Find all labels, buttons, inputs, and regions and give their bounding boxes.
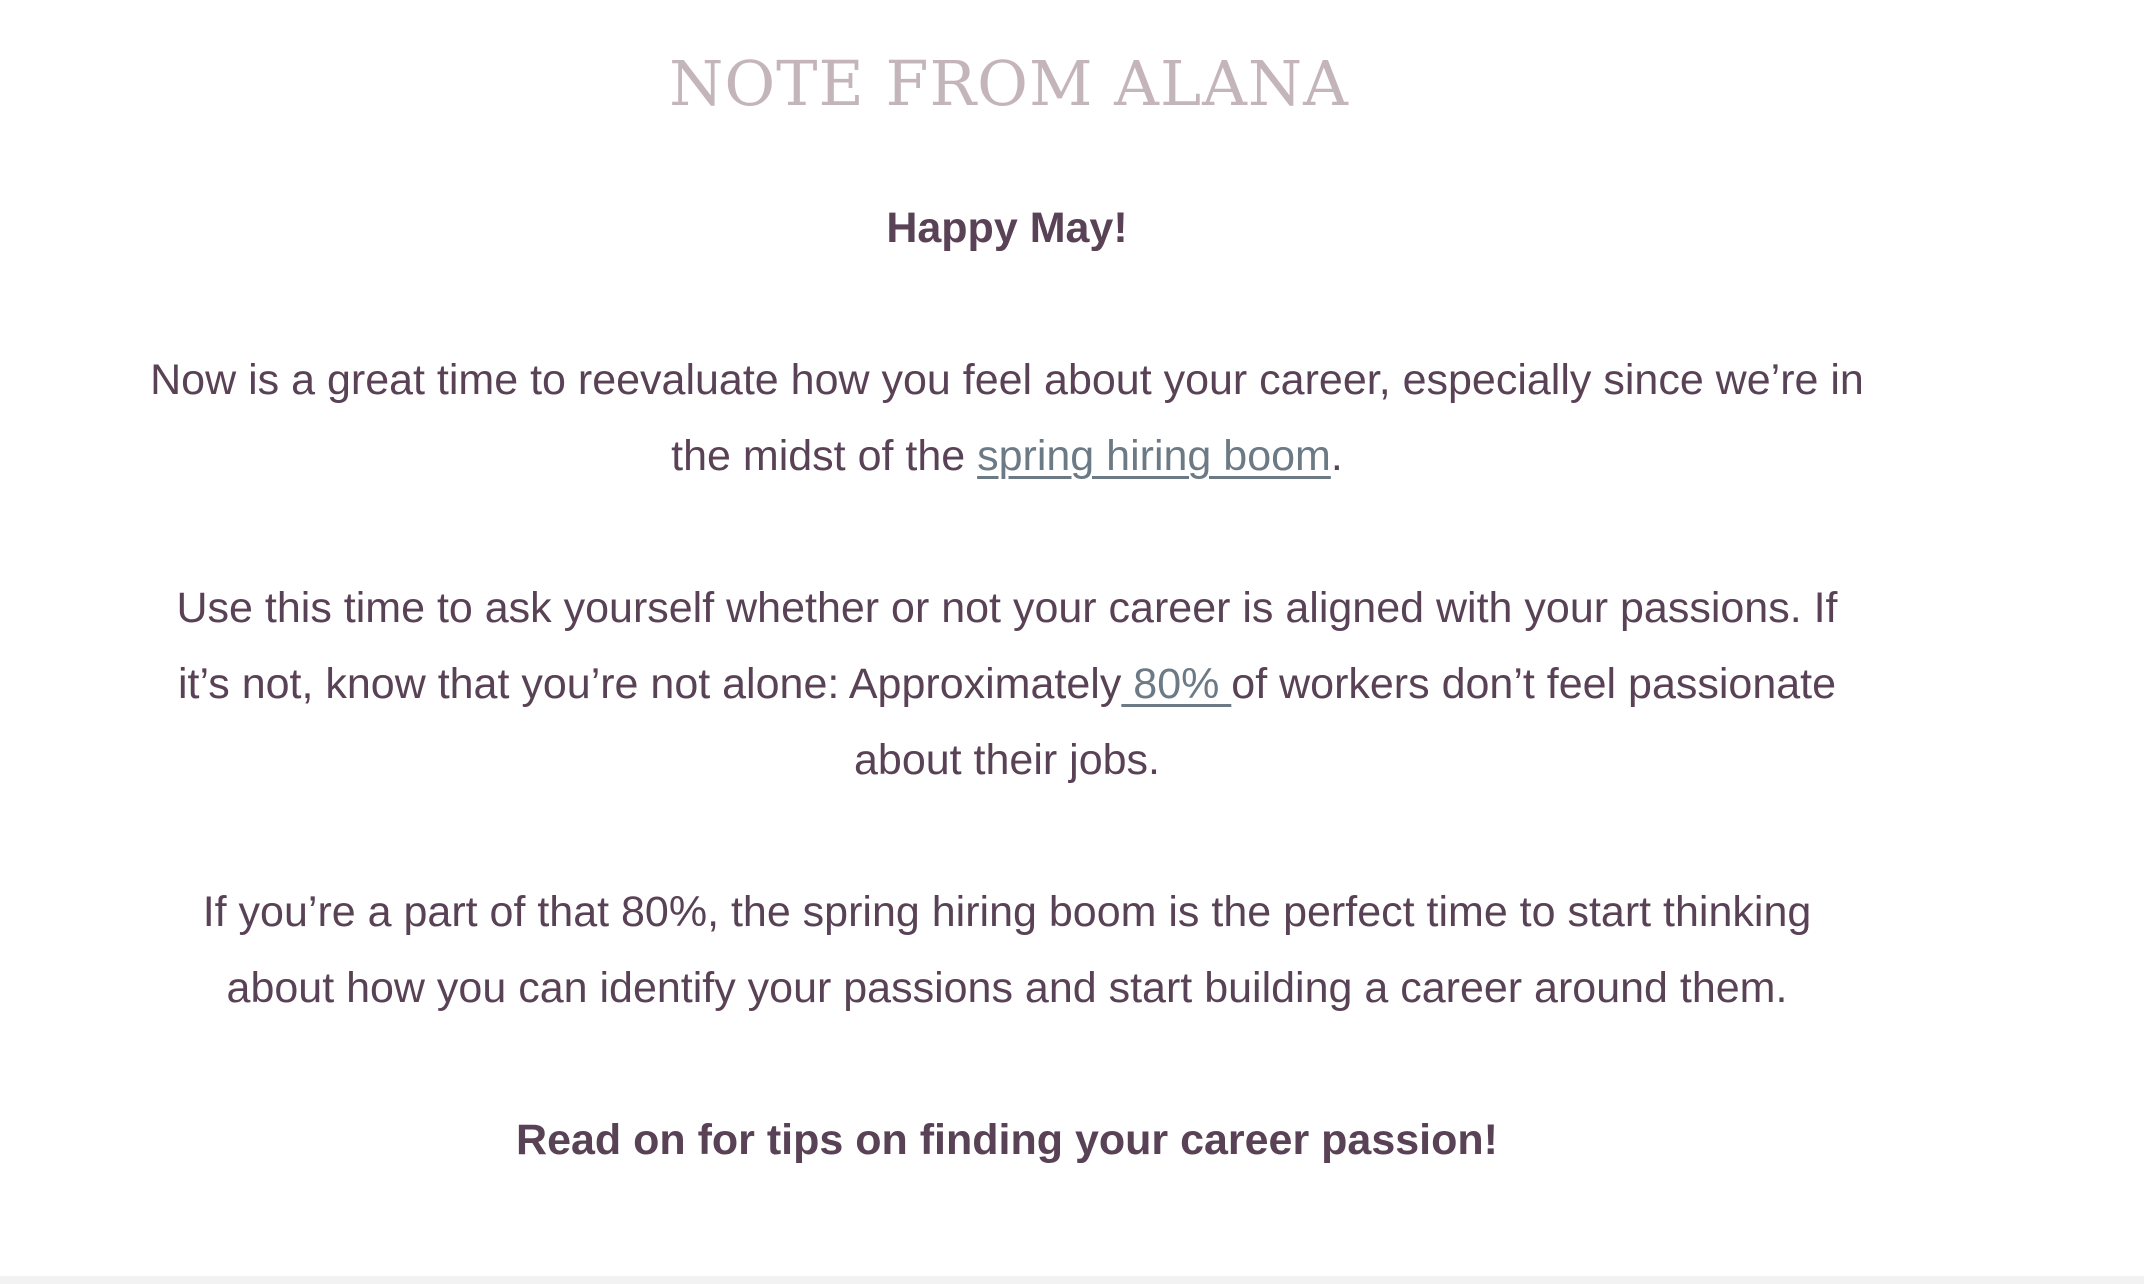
paragraph-text: Use this time to ask yourself whether or not your career is aligned with your passions. If it’s not, know that you’re not alone: Approximately [176,584,1838,708]
eighty-percent-link[interactable]: 80% [1121,660,1232,708]
paragraph-text: Now is a great time to reevaluate how you feel about your career, especially since we’re in the midst of the [150,356,1864,480]
paragraph-text: of workers don’t feel passionate about their jobs. [854,660,1837,784]
paragraph-text: . [1330,432,1343,480]
paragraph-spring-hiring: If you’re a part of that 80%, the spring hiring boom is the perfect time to start thinking about how you can identify your passions and start building a career around them. [202,888,1812,1012]
section-heading: NOTE FROM ALANA [669,47,1349,120]
spring-hiring-boom-link[interactable]: spring hiring boom [977,432,1331,480]
paragraph-career-reevaluate [150,342,1864,494]
note-content [150,190,1864,1178]
paragraph-passions [150,570,1864,798]
closing-text: Read on for tips on finding your career passion! [516,1116,1498,1164]
bottom-divider [0,1276,2144,1284]
greeting-text: Happy May! [886,204,1128,252]
